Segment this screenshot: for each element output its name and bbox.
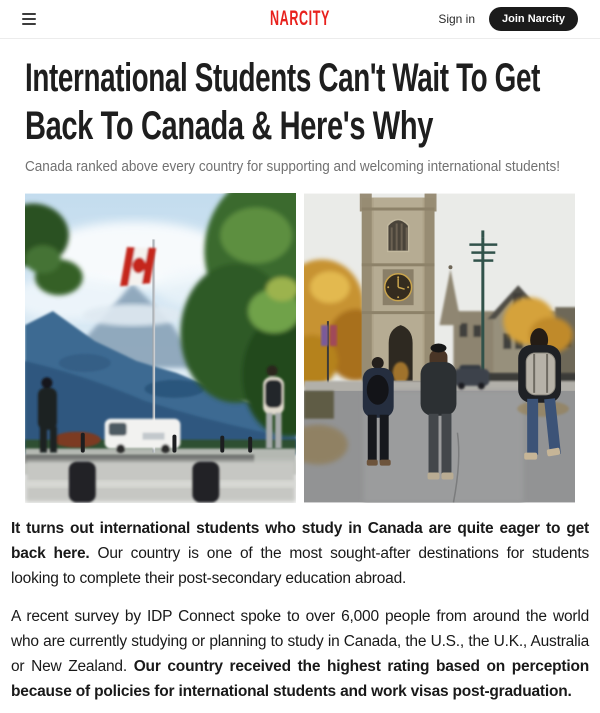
narcity-logo[interactable] (250, 7, 350, 31)
article-title-line2: Back To Canada & Here's Why (25, 104, 433, 148)
article-image-campus-tower (304, 193, 575, 503)
paragraph-1-text: Our country is one of the most sought-after destinations for students looking to complete their post-secondary education abroad. (11, 545, 590, 587)
article-image-canadian-flag (25, 193, 296, 503)
article-paragraph-2 (11, 604, 589, 704)
hamburger-menu-icon[interactable] (22, 13, 36, 25)
article-title-line1: International Students Can't Wait To Get (25, 56, 540, 100)
article-title (25, 54, 575, 150)
article-paragraph-1 (11, 516, 589, 591)
header-actions (438, 7, 578, 31)
join-narcity-button[interactable]: Join Narcity (489, 7, 578, 31)
narcity-logo-text: NARCITY (270, 7, 330, 30)
article-body (11, 516, 589, 704)
sign-in-link[interactable]: Sign in (438, 12, 476, 26)
paragraph-1-bold-lead: It turns out international students who study in Canada are quite eager to get back here. (11, 520, 589, 562)
article-subtitle: Canada ranked above every country for supporting and welcoming international students! (25, 158, 560, 175)
paragraph-2-text: A recent survey by IDP Connect spoke to over 6,000 people from around the world who are currently studying or planning to study in Canada, the U.S., the U.K., Australia or New Zealand. (11, 608, 589, 675)
site-header (0, 0, 600, 39)
paragraph-2-bold-tail: Our country received the highest rating based on perception because of policies for international students and work visas post-graduation. (11, 658, 589, 700)
article-image-row (25, 193, 575, 503)
